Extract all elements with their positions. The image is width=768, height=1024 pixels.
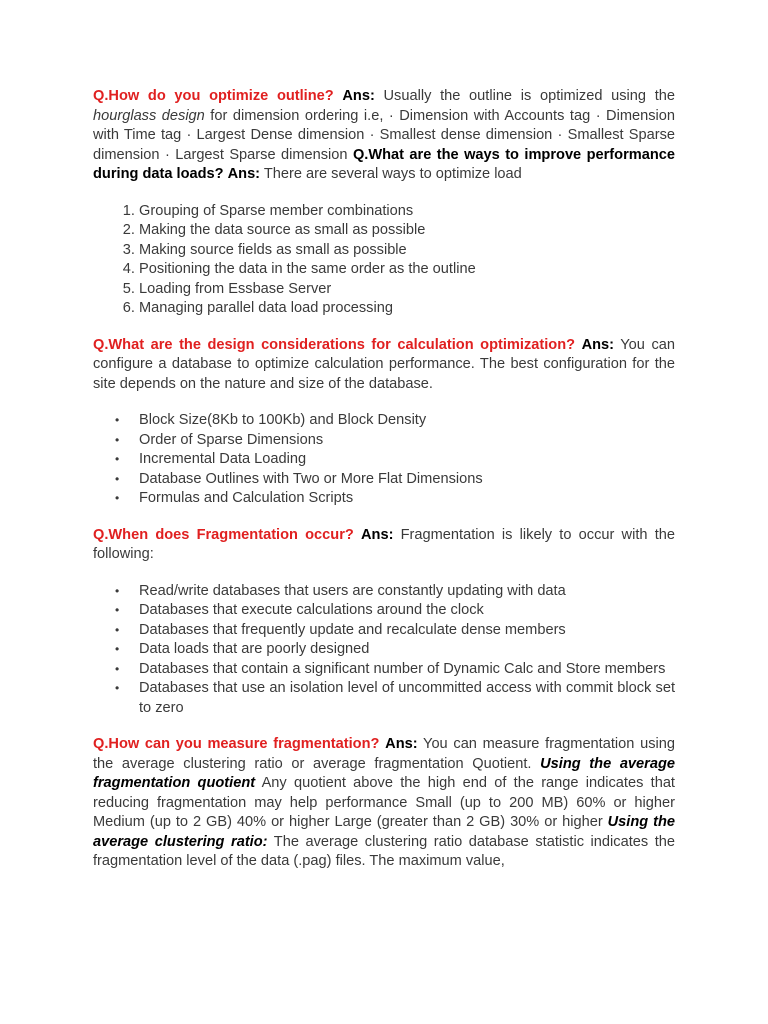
list-item: • Database Outlines with Two or More Flat Dimensions — [139, 470, 675, 490]
answer-text: You can measure fragmentation using the average clustering ratio or average fragmentation Quotient. — [93, 736, 675, 772]
list-item: • Incremental Data Loading — [139, 450, 675, 470]
question-optimize-outline: Q.How do you optimize outline? — [93, 88, 334, 104]
answer-text: Usually the outline is optimized using the — [374, 88, 675, 104]
paragraph-fragmentation-occur — [93, 526, 675, 565]
list-item: 1. Grouping of Sparse member combinations — [139, 202, 675, 222]
heading-fragmentation-quotient: Using the average fragmentation quotient — [93, 755, 675, 791]
question-fragmentation-occur: Q.When does Fragmentation occur? — [93, 526, 354, 543]
paragraph-calc-optimization — [93, 336, 675, 395]
list-item: 5. Loading from Essbase Server — [139, 280, 675, 300]
answer-text-continued: for dimension ordering i.e, · Dimension with Accounts tag · Dimension with Time tag · Largest Dense dimension · Smallest dense dimension · Smallest Sparse dimension · Largest Sparse dimension — [93, 107, 675, 163]
answer-label: Ans: — [361, 526, 394, 543]
question-prefix: Q. — [352, 146, 369, 163]
bullet-list-fragmentation-causes — [93, 582, 675, 719]
list-item: • Order of Sparse Dimensions — [139, 431, 675, 451]
heading-clustering-ratio: Using the average clustering ratio: — [93, 814, 676, 850]
answer-label: Ans: — [581, 336, 615, 353]
answer-text: Fragmentation is likely to occur with the following: — [93, 526, 675, 562]
list-item: • Block Size(8Kb to 100Kb) and Block Density — [139, 411, 675, 431]
numbered-list-data-load-tips — [93, 202, 675, 319]
answer-text: There are several ways to optimize load — [260, 166, 522, 182]
answer-label: Ans: — [385, 736, 418, 752]
paragraph-optimize-outline — [93, 87, 675, 185]
list-item: 2. Making the data source as small as possible — [139, 221, 675, 241]
answer-label: Ans: — [227, 166, 261, 182]
hourglass-design-term: hourglass design — [93, 107, 205, 124]
list-item: • Databases that frequently update and recalculate dense members — [139, 621, 675, 641]
question-calc-optimization: Q.What are the design considerations for calculation optimization? — [93, 336, 576, 353]
list-item: 4. Positioning the data in the same order as the outline — [139, 260, 675, 280]
answer-label: Ans: — [342, 88, 375, 104]
list-item: • Data loads that are poorly designed — [139, 640, 675, 660]
paragraph-measure-fragmentation — [93, 735, 675, 872]
question-measure-fragmentation: Q.How can you measure fragmentation? — [93, 736, 380, 752]
bullet-list-design-considerations — [93, 411, 675, 509]
answer-text: You can configure a database to optimize calculation performance. The best configuration for the site depends on the nature and size of the database. — [93, 336, 675, 392]
list-item: • Databases that use an isolation level of uncommitted access with commit block set to zero — [139, 679, 675, 718]
list-item: • Databases that contain a significant number of Dynamic Calc and Store members — [139, 660, 675, 680]
answer-text-continued: The average clustering ratio database statistic indicates the fragmentation level of the data (.pag) files. The maximum value, — [93, 833, 675, 869]
list-item: • Databases that execute calculations around the clock — [139, 601, 675, 621]
list-item: 3. Making source fields as small as possible — [139, 241, 675, 261]
list-item: • Read/write databases that users are constantly updating with data — [139, 582, 675, 602]
answer-text-continued: Any quotient above the high end of the range indicates that reducing fragmentation may help performance Small (up to 200 MB) 60% or higher Medium (up to 2 GB) 40% or higher Large (greater than 2 GB) 30% or higher — [93, 775, 675, 830]
list-item: • Formulas and Calculation Scripts — [139, 489, 675, 509]
list-item: 6. Managing parallel data load processing — [139, 299, 675, 319]
question-data-loads: What are the ways to improve performance during data loads? — [93, 146, 675, 182]
